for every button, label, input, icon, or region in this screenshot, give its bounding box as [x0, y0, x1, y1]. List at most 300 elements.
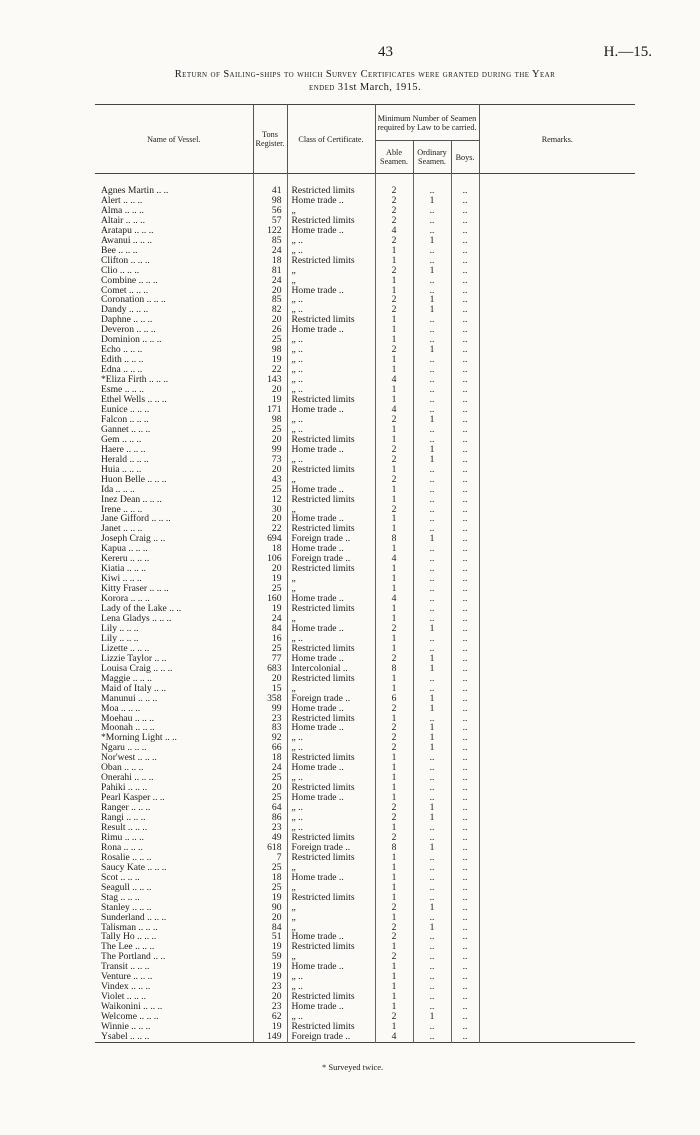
cell-ordinary: 1	[413, 723, 451, 733]
cell-tons: 19	[253, 355, 287, 365]
table-row	[95, 475, 635, 485]
cell-boys: ..	[451, 335, 479, 345]
cell-remarks	[479, 594, 635, 604]
cell-class: Restricted limits	[287, 853, 375, 863]
cell-boys: ..	[451, 415, 479, 425]
cell-name: Ngaru .. .. ..	[101, 743, 147, 754]
cell-remarks	[479, 873, 635, 883]
cell-tons: 160	[253, 594, 287, 604]
cell-remarks	[479, 704, 635, 714]
cell-name: Aratapu .. .. ..	[101, 225, 154, 236]
cell-remarks	[479, 1012, 635, 1022]
cell-tons: 20	[253, 514, 287, 524]
cell-remarks	[479, 584, 635, 594]
table-row	[95, 295, 635, 305]
cell-remarks	[479, 664, 635, 674]
cell-boys: ..	[451, 236, 479, 246]
document-reference: H.—15.	[603, 44, 652, 60]
cell-able: 2	[375, 475, 413, 485]
cell-tons: 81	[253, 266, 287, 276]
cell-boys: ..	[451, 266, 479, 276]
cell-tons: 30	[253, 505, 287, 515]
cell-name: Scot .. .. ..	[101, 872, 140, 883]
cell-tons: 19	[253, 942, 287, 952]
cell-name: Kiwi .. .. ..	[101, 574, 142, 585]
cell-name: Vindex .. .. ..	[101, 982, 151, 993]
cell-class: Home trade ..	[287, 873, 375, 883]
cell-able: 1	[375, 335, 413, 345]
cell-name: Lily .. .. ..	[101, 633, 139, 644]
cell-tons: 57	[253, 216, 287, 226]
table-row	[95, 942, 635, 952]
cell-remarks	[479, 415, 635, 425]
table-row	[95, 594, 635, 604]
cell-ordinary: 1	[413, 704, 451, 714]
cell-name: Gannet .. .. ..	[101, 424, 151, 435]
table-row	[95, 634, 635, 644]
cell-name: Irene .. .. ..	[101, 504, 143, 515]
cell-able: 1	[375, 246, 413, 256]
cell-tons: 20	[253, 385, 287, 395]
cell-tons: 18	[253, 544, 287, 554]
table-row	[95, 604, 635, 614]
cell-tons: 106	[253, 554, 287, 564]
cell-class: „ ..	[287, 295, 375, 305]
cell-class: Home trade ..	[287, 485, 375, 495]
cell-boys: ..	[451, 873, 479, 883]
cell-remarks	[479, 674, 635, 684]
cell-remarks	[479, 385, 635, 395]
cell-boys: ..	[451, 704, 479, 714]
cell-able: 1	[375, 992, 413, 1002]
title-line-2	[95, 81, 635, 94]
cell-tons: 83	[253, 723, 287, 733]
cell-boys: ..	[451, 246, 479, 256]
cell-boys: ..	[451, 813, 479, 823]
cell-ordinary: ..	[413, 873, 451, 883]
cell-ordinary: ..	[413, 684, 451, 694]
cell-remarks	[479, 694, 635, 704]
cell-name: Transit .. .. ..	[101, 962, 150, 973]
cell-name: Stag .. .. ..	[101, 892, 140, 903]
cell-ordinary: 1	[413, 455, 451, 465]
cell-ordinary: 1	[413, 664, 451, 674]
table-row	[95, 584, 635, 594]
cell-ordinary: ..	[413, 405, 451, 415]
cell-ordinary: 1	[413, 236, 451, 246]
cell-able: 1	[375, 763, 413, 773]
cell-name: Kitty Fraser .. .. ..	[101, 584, 169, 595]
cell-ordinary: 1	[413, 445, 451, 455]
cell-ordinary: ..	[413, 186, 451, 196]
cell-boys: ..	[451, 992, 479, 1002]
cell-name: Huon Belle .. .. ..	[101, 474, 167, 485]
cell-ordinary: ..	[413, 246, 451, 256]
cell-boys: ..	[451, 425, 479, 435]
cell-boys: ..	[451, 435, 479, 445]
cell-class: Home trade ..	[287, 624, 375, 634]
cell-tons: 85	[253, 236, 287, 246]
cell-able: 1	[375, 863, 413, 873]
cell-boys: ..	[451, 644, 479, 654]
cell-class: „	[287, 913, 375, 923]
cell-ordinary: ..	[413, 286, 451, 296]
cell-ordinary: ..	[413, 823, 451, 833]
cell-ordinary: ..	[413, 893, 451, 903]
table-row	[95, 704, 635, 714]
cell-able: 1	[375, 286, 413, 296]
cell-tons: 20	[253, 465, 287, 475]
table-row	[95, 753, 635, 763]
cell-boys: ..	[451, 574, 479, 584]
cell-class: Home trade ..	[287, 405, 375, 415]
table-row	[95, 903, 635, 913]
cell-remarks	[479, 604, 635, 614]
cell-remarks	[479, 305, 635, 315]
cell-tons: 171	[253, 405, 287, 415]
cell-name: Tally Ho .. .. ..	[101, 932, 157, 943]
cell-able: 4	[375, 1032, 413, 1042]
cell-able: 1	[375, 634, 413, 644]
cell-able: 1	[375, 873, 413, 883]
cell-able: 8	[375, 534, 413, 544]
cell-remarks	[479, 445, 635, 455]
cell-class: Restricted limits	[287, 644, 375, 654]
cell-able: 8	[375, 664, 413, 674]
cell-name: Lizzie Taylor .. ..	[101, 653, 167, 664]
cell-name: Louisa Craig .. .. ..	[101, 663, 173, 674]
cell-boys: ..	[451, 445, 479, 455]
cell-class: Home trade ..	[287, 226, 375, 236]
cell-ordinary: ..	[413, 604, 451, 614]
cell-able: 4	[375, 554, 413, 564]
cell-name: Korora .. .. ..	[101, 594, 150, 605]
cell-remarks	[479, 684, 635, 694]
cell-tons: 618	[253, 843, 287, 853]
cell-able: 6	[375, 694, 413, 704]
cell-remarks	[479, 435, 635, 445]
cell-tons: 56	[253, 206, 287, 216]
cell-name: Saucy Kate .. .. ..	[101, 862, 167, 873]
cell-name: Awanui .. .. ..	[101, 235, 153, 246]
cell-able: 1	[375, 783, 413, 793]
cell-remarks	[479, 883, 635, 893]
cell-tons: 19	[253, 893, 287, 903]
cell-class: Restricted limits	[287, 395, 375, 405]
cell-ordinary: 1	[413, 534, 451, 544]
cell-able: 1	[375, 395, 413, 405]
cell-tons: 59	[253, 952, 287, 962]
cell-tons: 20	[253, 286, 287, 296]
cell-able: 1	[375, 853, 413, 863]
cell-boys: ..	[451, 714, 479, 724]
cell-able: 1	[375, 276, 413, 286]
table-row	[95, 256, 635, 266]
cell-name: Lady of the Lake .. ..	[101, 604, 182, 614]
cell-name: Alma .. .. ..	[101, 205, 144, 216]
cell-able: 2	[375, 236, 413, 246]
cell-tons: 77	[253, 654, 287, 664]
cell-class: Restricted limits	[287, 465, 375, 475]
cell-class: „	[287, 614, 375, 624]
survey-certificates-table	[95, 104, 635, 1043]
title-line-2-date: 31st March, 1915.	[337, 82, 421, 93]
cell-tons: 7	[253, 853, 287, 863]
cell-boys: ..	[451, 594, 479, 604]
cell-boys: ..	[451, 863, 479, 873]
cell-class: Restricted limits	[287, 992, 375, 1002]
cell-remarks	[479, 455, 635, 465]
cell-class: Restricted limits	[287, 604, 375, 614]
cell-class: Restricted limits	[287, 753, 375, 763]
cell-remarks	[479, 763, 635, 773]
cell-able: 1	[375, 1022, 413, 1032]
cell-remarks	[479, 743, 635, 753]
cell-boys: ..	[451, 883, 479, 893]
cell-remarks	[479, 365, 635, 375]
cell-able: 2	[375, 952, 413, 962]
cell-class: Restricted limits	[287, 714, 375, 724]
cell-boys: ..	[451, 803, 479, 813]
cell-boys: ..	[451, 405, 479, 415]
cell-class: „	[287, 863, 375, 873]
table-row	[95, 992, 635, 1002]
cell-boys: ..	[451, 843, 479, 853]
cell-able: 1	[375, 982, 413, 992]
table-row	[95, 395, 635, 405]
cell-ordinary: 1	[413, 345, 451, 355]
cell-ordinary: ..	[413, 574, 451, 584]
cell-name: Result .. .. ..	[101, 823, 148, 833]
cell-able: 2	[375, 345, 413, 355]
cell-boys: ..	[451, 485, 479, 495]
table-row	[95, 833, 635, 843]
cell-ordinary: ..	[413, 365, 451, 375]
cell-class: Foreign trade ..	[287, 554, 375, 564]
cell-able: 2	[375, 455, 413, 465]
cell-tons: 25	[253, 863, 287, 873]
cell-class: „	[287, 475, 375, 485]
cell-name: Waikonini .. .. ..	[101, 1002, 163, 1013]
cell-ordinary: ..	[413, 714, 451, 724]
table-row	[95, 714, 635, 724]
table-row	[95, 783, 635, 793]
cell-boys: ..	[451, 305, 479, 315]
cell-class: Restricted limits	[287, 833, 375, 843]
cell-able: 1	[375, 753, 413, 763]
cell-remarks	[479, 554, 635, 564]
cell-able: 1	[375, 325, 413, 335]
cell-ordinary: 1	[413, 295, 451, 305]
cell-class: Foreign trade ..	[287, 534, 375, 544]
cell-boys: ..	[451, 604, 479, 614]
cell-class: Intercolonial ..	[287, 664, 375, 674]
table-row	[95, 445, 635, 455]
cell-remarks	[479, 853, 635, 863]
cell-name: Dandy .. .. ..	[101, 305, 149, 316]
cell-class: Restricted limits	[287, 942, 375, 952]
cell-able: 2	[375, 266, 413, 276]
cell-remarks	[479, 634, 635, 644]
cell-able: 1	[375, 684, 413, 694]
cell-remarks	[479, 236, 635, 246]
cell-boys: ..	[451, 355, 479, 365]
cell-name: Pahiki .. .. ..	[101, 783, 148, 794]
cell-class: „ ..	[287, 813, 375, 823]
cell-remarks	[479, 524, 635, 534]
cell-able: 1	[375, 674, 413, 684]
cell-boys: ..	[451, 913, 479, 923]
cell-boys: ..	[451, 315, 479, 325]
table-row	[95, 266, 635, 276]
cell-class: Home trade ..	[287, 196, 375, 206]
cell-remarks	[479, 1022, 635, 1032]
cell-class: „ ..	[287, 335, 375, 345]
title-line-1: Return of Sailing-ships to which Survey Certificates were granted during the Year	[174, 69, 556, 80]
table-row	[95, 694, 635, 704]
cell-ordinary: ..	[413, 833, 451, 843]
cell-remarks	[479, 614, 635, 624]
table-row	[95, 863, 635, 873]
cell-class: Foreign trade ..	[287, 694, 375, 704]
cell-remarks	[479, 246, 635, 256]
cell-able: 2	[375, 733, 413, 743]
cell-remarks	[479, 972, 635, 982]
table-row	[95, 375, 635, 385]
table-row	[95, 952, 635, 962]
cell-tons: 12	[253, 495, 287, 505]
cell-name: Rosalie .. .. ..	[101, 852, 152, 863]
cell-remarks	[479, 266, 635, 276]
cell-boys: ..	[451, 674, 479, 684]
cell-remarks	[479, 813, 635, 823]
cell-ordinary: 1	[413, 923, 451, 933]
cell-ordinary: ..	[413, 962, 451, 972]
cell-boys: ..	[451, 495, 479, 505]
table-header	[95, 105, 635, 174]
cell-ordinary: ..	[413, 913, 451, 923]
cell-able: 2	[375, 216, 413, 226]
cell-boys: ..	[451, 295, 479, 305]
table-spacer-row	[95, 174, 635, 187]
table-row	[95, 1022, 635, 1032]
table-row	[95, 514, 635, 524]
cell-class: „ ..	[287, 385, 375, 395]
table-row	[95, 425, 635, 435]
table-row	[95, 763, 635, 773]
cell-boys: ..	[451, 982, 479, 992]
cell-remarks	[479, 465, 635, 475]
cell-ordinary: ..	[413, 793, 451, 803]
table-row	[95, 305, 635, 315]
cell-name: Combine .. .. ..	[101, 275, 158, 286]
cell-remarks	[479, 276, 635, 286]
cell-remarks	[479, 923, 635, 933]
cell-class: Home trade ..	[287, 1002, 375, 1012]
cell-ordinary: 1	[413, 813, 451, 823]
cell-boys: ..	[451, 972, 479, 982]
cell-tons: 20	[253, 315, 287, 325]
cell-able: 1	[375, 913, 413, 923]
cell-ordinary: ..	[413, 375, 451, 385]
cell-able: 2	[375, 196, 413, 206]
cell-class: Restricted limits	[287, 893, 375, 903]
cell-class: „ ..	[287, 823, 375, 833]
cell-ordinary: ..	[413, 514, 451, 524]
cell-class: Home trade ..	[287, 704, 375, 714]
cell-ordinary: ..	[413, 355, 451, 365]
cell-able: 2	[375, 295, 413, 305]
cell-remarks	[479, 355, 635, 365]
table-row	[95, 684, 635, 694]
cell-ordinary: ..	[413, 524, 451, 534]
cell-class: „ ..	[287, 1012, 375, 1022]
cell-remarks	[479, 186, 635, 196]
cell-ordinary: ..	[413, 385, 451, 395]
cell-ordinary: ..	[413, 475, 451, 485]
cell-ordinary: 1	[413, 803, 451, 813]
cell-tons: 82	[253, 305, 287, 315]
cell-able: 1	[375, 495, 413, 505]
cell-class: „ ..	[287, 634, 375, 644]
cell-class: Home trade ..	[287, 763, 375, 773]
cell-name: Oban .. .. ..	[101, 763, 144, 774]
cell-name: Gem .. .. ..	[101, 434, 142, 445]
cell-boys: ..	[451, 1032, 479, 1042]
cell-name: Violet .. .. ..	[101, 992, 146, 1003]
cell-able: 2	[375, 415, 413, 425]
cell-class: Restricted limits	[287, 564, 375, 574]
cell-tons: 143	[253, 375, 287, 385]
cell-boys: ..	[451, 763, 479, 773]
cell-remarks	[479, 1002, 635, 1012]
col-header-boys: Boys.	[451, 141, 479, 174]
cell-boys: ..	[451, 853, 479, 863]
cell-class: „ ..	[287, 236, 375, 246]
cell-able: 4	[375, 375, 413, 385]
cell-ordinary: ..	[413, 783, 451, 793]
cell-ordinary: ..	[413, 216, 451, 226]
cell-tons: 24	[253, 763, 287, 773]
cell-ordinary: ..	[413, 425, 451, 435]
cell-name: Clio .. .. ..	[101, 265, 140, 276]
cell-able: 2	[375, 813, 413, 823]
cell-ordinary: ..	[413, 992, 451, 1002]
cell-tons: 19	[253, 962, 287, 972]
cell-class: „ ..	[287, 305, 375, 315]
cell-tons: 358	[253, 694, 287, 704]
cell-able: 2	[375, 923, 413, 933]
cell-tons: 18	[253, 753, 287, 763]
cell-boys: ..	[451, 634, 479, 644]
cell-able: 2	[375, 932, 413, 942]
cell-able: 1	[375, 1002, 413, 1012]
cell-name: Falcon .. .. ..	[101, 414, 149, 425]
cell-tons: 20	[253, 674, 287, 684]
cell-name: Rona .. .. ..	[101, 842, 143, 853]
cell-able: 2	[375, 743, 413, 753]
cell-remarks	[479, 823, 635, 833]
cell-class: „ ..	[287, 246, 375, 256]
cell-tons: 19	[253, 574, 287, 584]
cell-class: „	[287, 505, 375, 515]
cell-remarks	[479, 425, 635, 435]
cell-boys: ..	[451, 694, 479, 704]
cell-able: 1	[375, 883, 413, 893]
cell-remarks	[479, 514, 635, 524]
cell-class: Home trade ..	[287, 962, 375, 972]
cell-ordinary: ..	[413, 863, 451, 873]
